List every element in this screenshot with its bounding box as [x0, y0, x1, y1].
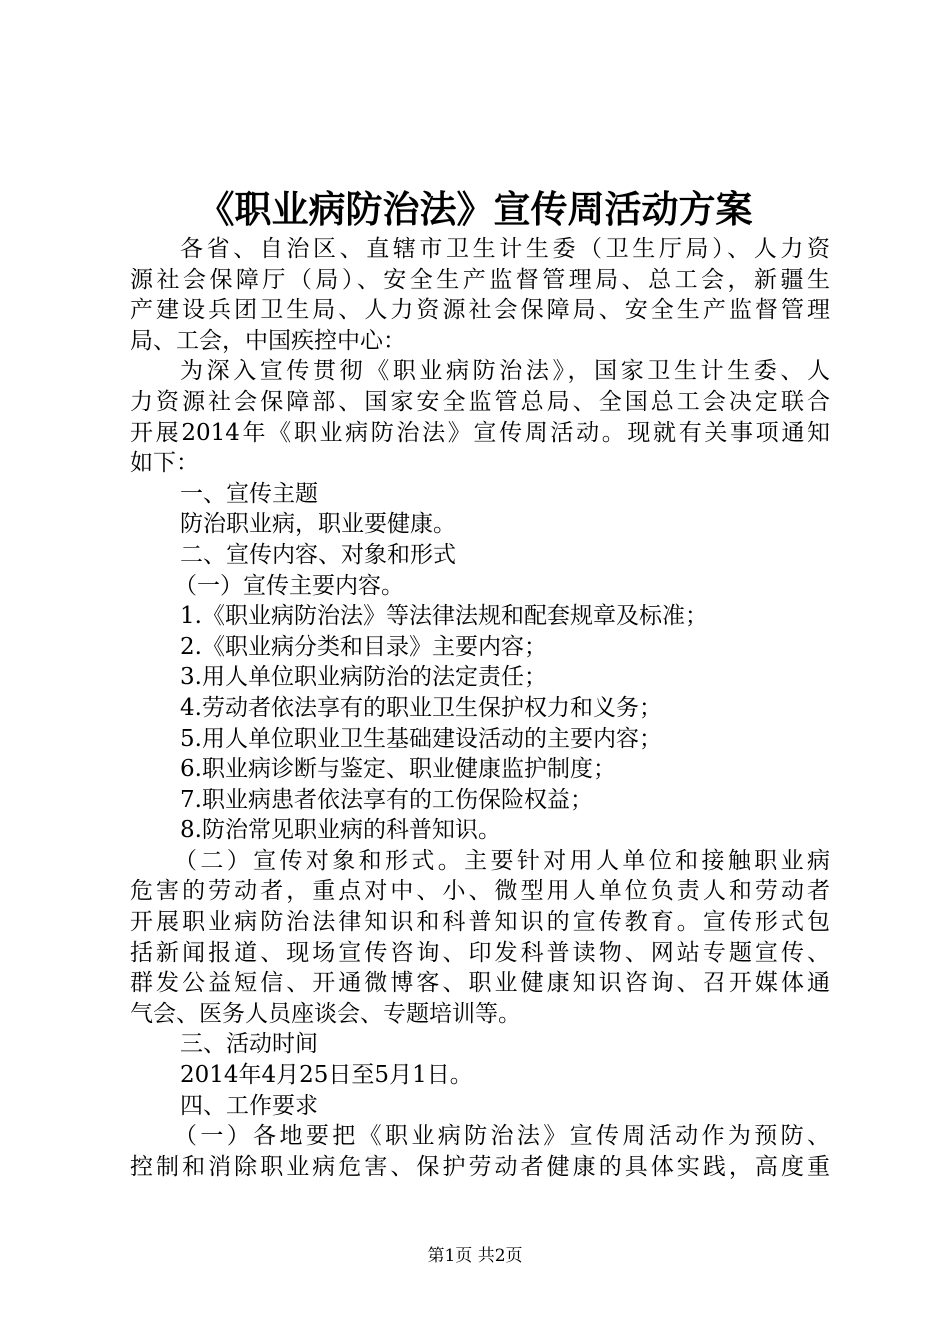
- paragraph-line: 防治职业病，职业要健康。: [180, 511, 456, 538]
- list-item: 1.《职业病防治法》等法律法规和配套规章及标准；: [180, 603, 708, 630]
- paragraph-line: 2014年4月25日至5月1日。: [180, 1062, 473, 1089]
- paragraph-line: 群发公益短信、开通微博客、职业健康知识咨询、召开媒体通: [130, 970, 830, 997]
- paragraph-line: （一）各地要把《职业病防治法》宣传周活动作为预防、: [174, 1123, 830, 1150]
- paragraph-line: （二）宣传对象和形式。主要针对用人单位和接触职业病: [174, 847, 830, 874]
- list-item: 5.用人单位职业卫生基础建设活动的主要内容；: [180, 725, 662, 752]
- section-heading: 二、宣传内容、对象和形式: [180, 541, 456, 568]
- list-item: 7.职业病患者依法享有的工伤保险权益；: [180, 786, 593, 813]
- section-heading: 三、活动时间: [180, 1031, 318, 1058]
- list-item: 8.防治常见职业病的科普知识。: [180, 817, 501, 844]
- paragraph-line: 括新闻报道、现场宣传咨询、印发科普读物、网站专题宣传、: [130, 939, 830, 966]
- list-item: 4.劳动者依法享有的职业卫生保护权力和义务；: [180, 694, 662, 721]
- paragraph-line: 控制和消除职业病危害、保护劳动者健康的具体实践，高度重: [130, 1153, 830, 1180]
- paragraph-line: 各省、自治区、直辖市卫生计生委（卫生厅局）、人力资: [180, 236, 830, 262]
- section-heading: 四、工作要求: [180, 1092, 318, 1119]
- page-footer: 第1页 共2页: [427, 1246, 523, 1266]
- paragraph-line: 气会、医务人员座谈会、专题培训等。: [130, 1000, 521, 1027]
- paragraph-line: 为深入宣传贯彻《职业病防治法》，国家卫生计生委、人: [180, 358, 830, 385]
- paragraph-line: 力资源社会保障部、国家安全监管总局、全国总工会决定联合: [130, 388, 830, 415]
- paragraph-line: 产建设兵团卫生局、人力资源社会保障局、安全生产监督管理: [130, 297, 830, 324]
- list-item: 3.用人单位职业病防治的法定责任；: [180, 664, 547, 691]
- document-body: [130, 234, 830, 1182]
- subsection-heading: （一）宣传主要内容。: [174, 572, 404, 599]
- paragraph-line: 源社会保障厅（局）、安全生产监督管理局、总工会，新疆生: [130, 266, 830, 293]
- paragraph-line: 如下：: [130, 450, 199, 477]
- list-item: 6.职业病诊断与鉴定、职业健康监护制度；: [180, 756, 616, 783]
- list-item: 2.《职业病分类和目录》主要内容；: [180, 633, 547, 660]
- document-title: 《职业病防治法》宣传周活动方案: [197, 187, 753, 231]
- paragraph-line: 危害的劳动者，重点对中、小、微型用人单位负责人和劳动者: [130, 878, 830, 905]
- paragraph-line: 局、工会，中国疾控中心：: [130, 327, 406, 354]
- section-heading: 一、宣传主题: [180, 480, 318, 507]
- paragraph-line: 开展2014年《职业病防治法》宣传周活动。现就有关事项通知: [130, 419, 830, 446]
- paragraph-line: 开展职业病防治法律知识和科普知识的宣传教育。宣传形式包: [130, 909, 830, 936]
